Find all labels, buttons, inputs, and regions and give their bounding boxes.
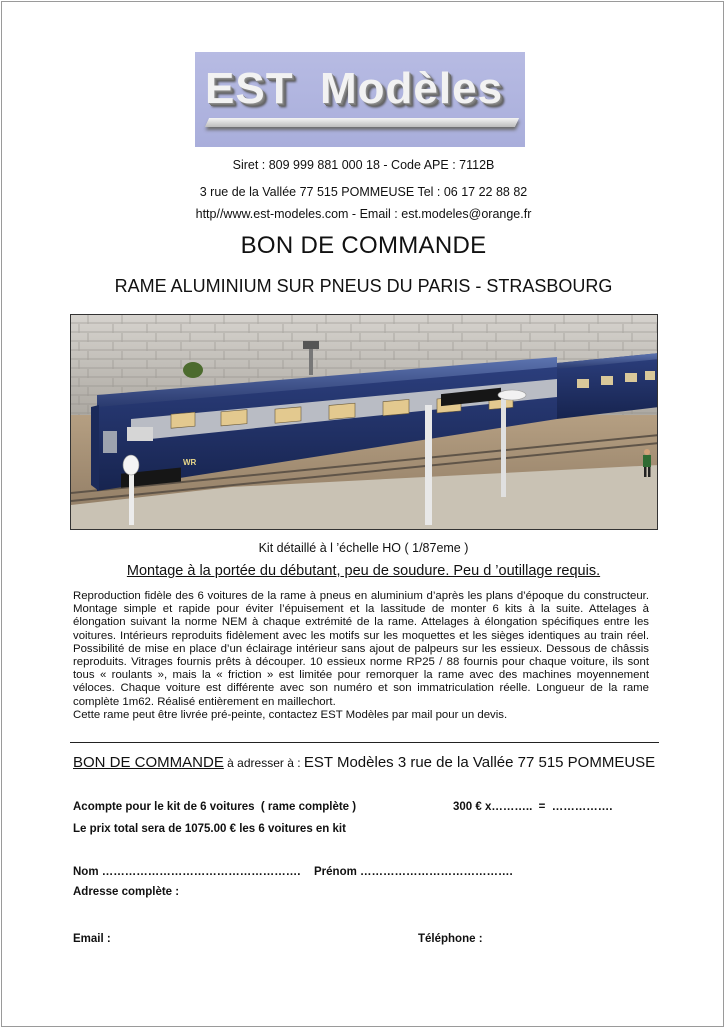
order-address: EST Modèles 3 rue de la Vallée 77 515 POMMEUSE: [303, 754, 656, 771]
deposit-label: Acompte pour le kit de 6 voitures ( rame complète ): [73, 801, 357, 813]
phone-field[interactable]: Téléphone :: [418, 933, 483, 945]
order-address-label: à adresser à :: [223, 756, 304, 770]
total-price-note: Le prix total sera de 1075.00 € les 6 voitures en kit: [73, 823, 346, 835]
tagline-text: Montage à la portée du débutant, peu de soudure. Peu d ’outillage requis.: [126, 563, 601, 579]
product-photo: [70, 314, 658, 530]
section-divider: [70, 742, 659, 743]
order-title: BON DE COMMANDE: [73, 754, 224, 771]
email-field[interactable]: Email :: [73, 933, 111, 945]
foreground-pole: [425, 405, 432, 525]
address-field[interactable]: Adresse complète :: [73, 886, 180, 898]
deposit-price-field[interactable]: 300 € x……….. = …………….: [453, 801, 613, 813]
description-paragraph: Cette rame peut être livrée pré-peinte, contactez EST Modèles par mail pour un devis.: [73, 708, 508, 721]
logo-text: EST Modèles: [205, 64, 504, 113]
page-subtitle: RAME ALUMINIUM SUR PNEUS DU PARIS - STRASBOURG: [114, 276, 613, 296]
tagline: [0, 563, 727, 579]
description-paragraph: Reproduction fidèle des 6 voitures de la rame à pneus en aluminium d’après les plans d’époque du constructeur. Montage simple et rapide pour éviter l’épuisement et la lassitude de monter 6 kits à la suite. Attelages à élongation suivant la norme NEM à chaque extrémité de la rame. Attelages à élongation spécifiques entre les voitures. Intérieurs reproduits fidèlement avec les motifs sur les moquettes et les sièges identiques au train réel. Possibilité de mise en place d’un éclairage intérieur sans ajout de palpeurs sur les essieux. Dessous de châssis reproduits. Vitrages fournis prêts à découper. 10 essieux norme RP25 / 88 fournis pour chaque voiture, ils sont tous « roulants », mais la « friction » est limitée pour remorquer la rame avec des machines moyennement véloces. Chaque voiture est différente avec son numéro et son immatriculation réelle. Longueur de la rame complète 1m62. Réalisé entièrement en maillechort.: [73, 590, 649, 708]
order-header: [73, 754, 655, 772]
company-logo: [195, 52, 525, 147]
plant: [183, 362, 203, 378]
scale-line: Kit détaillé à l ’échelle HO ( 1/87eme ): [258, 541, 469, 555]
address-line: 3 rue de la Vallée 77 515 POMMEUSE Tel : 06 17 22 88 82: [199, 185, 528, 199]
firstname-field[interactable]: Prénom ………………………………….: [314, 866, 513, 878]
siret-line: Siret : 809 999 881 000 18 - Code APE : 7112B: [232, 158, 495, 172]
name-field[interactable]: Nom …………………………………………….: [73, 866, 301, 878]
page-title: BON DE COMMANDE: [240, 232, 487, 259]
logo-underline-bar: [205, 118, 519, 127]
coach-label: WR: [183, 458, 197, 467]
product-description: [73, 590, 649, 722]
web-email-line: http//www.est-modeles.com - Email : est.modeles@orange.fr: [195, 207, 532, 221]
